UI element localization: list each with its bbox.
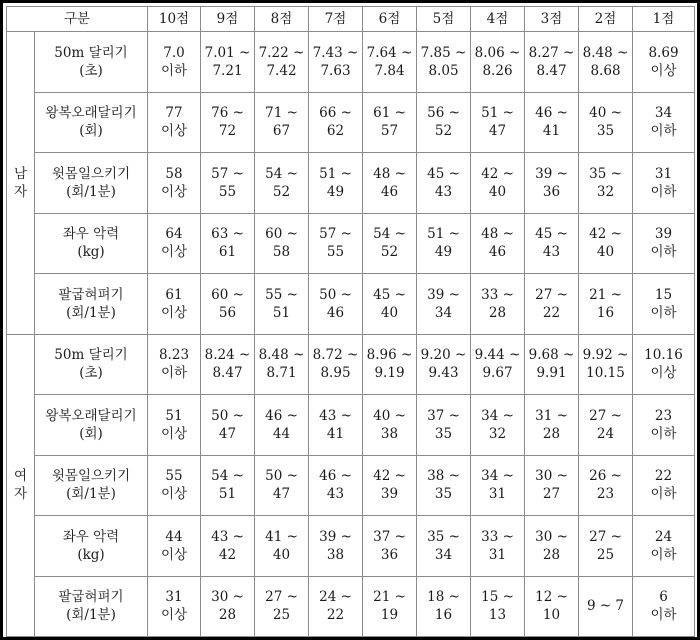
- score-range-cell: 48 ~ 46: [471, 213, 525, 274]
- table-row: [7, 576, 695, 637]
- score-range-cell: 43 ~ 41: [309, 395, 363, 456]
- header-score-cell: 7점: [309, 7, 363, 32]
- event-name-cell: 윗몸일으키기 (회/1분): [35, 153, 148, 214]
- event-name-cell: 50m 달리기 (초): [35, 334, 148, 395]
- table-row: [7, 274, 695, 335]
- score-range-cell: 9.44 ~ 9.67: [471, 334, 525, 395]
- score-range-cell: 50 ~ 47: [201, 395, 255, 456]
- score-range-cell: 7.22 ~ 7.42: [255, 32, 309, 93]
- score-range-cell: 56 ~ 52: [417, 92, 471, 153]
- score-range-cell: 31 이하: [633, 153, 695, 214]
- header-score-cell: 9점: [201, 7, 255, 32]
- score-range-cell: 8.72 ~ 8.95: [309, 334, 363, 395]
- fitness-score-table: [6, 6, 695, 637]
- score-range-cell: 9.68 ~ 9.91: [525, 334, 579, 395]
- score-range-cell: 58 이상: [148, 153, 201, 214]
- score-range-cell: 8.48 ~ 8.68: [579, 32, 633, 93]
- event-name-cell: 왕복오래달리기 (회): [35, 92, 148, 153]
- score-range-cell: 6 이하: [633, 576, 695, 637]
- score-range-cell: 55 이상: [148, 455, 201, 516]
- score-range-cell: 7.85 ~ 8.05: [417, 32, 471, 93]
- score-range-cell: 21 ~ 19: [363, 576, 417, 637]
- table-row: [7, 153, 695, 214]
- event-name-cell: 50m 달리기 (초): [35, 32, 148, 93]
- gender-cell: 여 자: [7, 334, 35, 637]
- score-range-cell: 42 ~ 39: [363, 455, 417, 516]
- score-range-cell: 61 이상: [148, 274, 201, 335]
- score-range-cell: 38 ~ 35: [417, 455, 471, 516]
- score-range-cell: 34 ~ 32: [471, 395, 525, 456]
- score-range-cell: 22 이하: [633, 455, 695, 516]
- score-range-cell: 27 ~ 22: [525, 274, 579, 335]
- header-row: [7, 7, 695, 32]
- score-range-cell: 9.20 ~ 9.43: [417, 334, 471, 395]
- score-range-cell: 24 이하: [633, 516, 695, 577]
- score-range-cell: 43 ~ 42: [201, 516, 255, 577]
- event-name-cell: 팔굽혀펴기 (회/1분): [35, 274, 148, 335]
- score-range-cell: 51 ~ 49: [309, 153, 363, 214]
- header-score-cell: 1점: [633, 7, 695, 32]
- table-row: [7, 395, 695, 456]
- score-range-cell: 34 ~ 31: [471, 455, 525, 516]
- score-range-cell: 51 ~ 47: [471, 92, 525, 153]
- score-range-cell: 9 ~ 7: [579, 576, 633, 637]
- score-range-cell: 54 ~ 52: [255, 153, 309, 214]
- score-range-cell: 46 ~ 43: [309, 455, 363, 516]
- score-range-cell: 51 이상: [148, 395, 201, 456]
- score-range-cell: 37 ~ 35: [417, 395, 471, 456]
- score-range-cell: 30 ~ 28: [201, 576, 255, 637]
- header-score-cell: 3점: [525, 7, 579, 32]
- score-range-cell: 42 ~ 40: [579, 213, 633, 274]
- header-score-cell: 10점: [148, 7, 201, 32]
- gender-cell: 남 자: [7, 32, 35, 335]
- score-range-cell: 35 ~ 34: [417, 516, 471, 577]
- score-range-cell: 12 ~ 10: [525, 576, 579, 637]
- score-range-cell: 50 ~ 46: [309, 274, 363, 335]
- table-row: [7, 213, 695, 274]
- header-score-cell: 6점: [363, 7, 417, 32]
- table-body: [7, 7, 695, 637]
- score-range-cell: 76 ~ 72: [201, 92, 255, 153]
- score-range-cell: 15 이하: [633, 274, 695, 335]
- score-range-cell: 8.06 ~ 8.26: [471, 32, 525, 93]
- score-range-cell: 39 ~ 36: [525, 153, 579, 214]
- score-range-cell: 33 ~ 28: [471, 274, 525, 335]
- score-range-cell: 7.01 ~ 7.21: [201, 32, 255, 93]
- score-range-cell: 41 ~ 40: [255, 516, 309, 577]
- event-name-cell: 팔굽혀펴기 (회/1분): [35, 576, 148, 637]
- score-range-cell: 51 ~ 49: [417, 213, 471, 274]
- score-range-cell: 61 ~ 57: [363, 92, 417, 153]
- score-range-cell: 8.23 이하: [148, 334, 201, 395]
- document-frame: [3, 3, 697, 637]
- score-range-cell: 57 ~ 55: [309, 213, 363, 274]
- score-range-cell: 57 ~ 55: [201, 153, 255, 214]
- score-range-cell: 39 ~ 38: [309, 516, 363, 577]
- score-range-cell: 23 이하: [633, 395, 695, 456]
- score-range-cell: 50 ~ 47: [255, 455, 309, 516]
- score-range-cell: 64 이상: [148, 213, 201, 274]
- score-range-cell: 31 이상: [148, 576, 201, 637]
- score-range-cell: 40 ~ 35: [579, 92, 633, 153]
- score-range-cell: 24 ~ 22: [309, 576, 363, 637]
- score-range-cell: 39 이하: [633, 213, 695, 274]
- score-range-cell: 46 ~ 41: [525, 92, 579, 153]
- score-range-cell: 71 ~ 67: [255, 92, 309, 153]
- header-score-cell: 2점: [579, 7, 633, 32]
- score-range-cell: 10.16 이상: [633, 334, 695, 395]
- score-range-cell: 46 ~ 44: [255, 395, 309, 456]
- header-score-cell: 4점: [471, 7, 525, 32]
- score-range-cell: 27 ~ 24: [579, 395, 633, 456]
- score-range-cell: 45 ~ 40: [363, 274, 417, 335]
- score-range-cell: 26 ~ 23: [579, 455, 633, 516]
- score-range-cell: 8.48 ~ 8.71: [255, 334, 309, 395]
- score-range-cell: 45 ~ 43: [417, 153, 471, 214]
- header-category-cell: 구분: [7, 7, 148, 32]
- score-range-cell: 54 ~ 52: [363, 213, 417, 274]
- score-range-cell: 30 ~ 27: [525, 455, 579, 516]
- score-range-cell: 18 ~ 16: [417, 576, 471, 637]
- score-range-cell: 60 ~ 58: [255, 213, 309, 274]
- score-range-cell: 30 ~ 28: [525, 516, 579, 577]
- score-range-cell: 39 ~ 34: [417, 274, 471, 335]
- event-name-cell: 좌우 악력 (kg): [35, 516, 148, 577]
- score-range-cell: 7.0 이하: [148, 32, 201, 93]
- table-row: [7, 516, 695, 577]
- score-range-cell: 63 ~ 61: [201, 213, 255, 274]
- score-range-cell: 45 ~ 43: [525, 213, 579, 274]
- score-range-cell: 7.64 ~ 7.84: [363, 32, 417, 93]
- score-range-cell: 27 ~ 25: [255, 576, 309, 637]
- score-range-cell: 54 ~ 51: [201, 455, 255, 516]
- score-range-cell: 37 ~ 36: [363, 516, 417, 577]
- score-range-cell: 9.92 ~ 10.15: [579, 334, 633, 395]
- score-range-cell: 55 ~ 51: [255, 274, 309, 335]
- score-range-cell: 34 이하: [633, 92, 695, 153]
- table-row: [7, 92, 695, 153]
- score-range-cell: 27 ~ 25: [579, 516, 633, 577]
- score-range-cell: 60 ~ 56: [201, 274, 255, 335]
- score-range-cell: 8.27 ~ 8.47: [525, 32, 579, 93]
- score-range-cell: 35 ~ 32: [579, 153, 633, 214]
- header-score-cell: 5점: [417, 7, 471, 32]
- score-range-cell: 33 ~ 31: [471, 516, 525, 577]
- table-row: [7, 32, 695, 93]
- table-row: [7, 455, 695, 516]
- event-name-cell: 왕복오래달리기 (회): [35, 395, 148, 456]
- event-name-cell: 윗몸일으키기 (회/1분): [35, 455, 148, 516]
- score-range-cell: 7.43 ~ 7.63: [309, 32, 363, 93]
- score-range-cell: 8.69 이상: [633, 32, 695, 93]
- score-range-cell: 21 ~ 16: [579, 274, 633, 335]
- table-row: [7, 334, 695, 395]
- score-range-cell: 44 이상: [148, 516, 201, 577]
- score-range-cell: 15 ~ 13: [471, 576, 525, 637]
- score-range-cell: 42 ~ 40: [471, 153, 525, 214]
- score-range-cell: 31 ~ 28: [525, 395, 579, 456]
- score-range-cell: 48 ~ 46: [363, 153, 417, 214]
- score-range-cell: 8.24 ~ 8.47: [201, 334, 255, 395]
- score-range-cell: 8.96 ~ 9.19: [363, 334, 417, 395]
- score-range-cell: 66 ~ 62: [309, 92, 363, 153]
- score-range-cell: 77 이상: [148, 92, 201, 153]
- score-range-cell: 40 ~ 38: [363, 395, 417, 456]
- header-score-cell: 8점: [255, 7, 309, 32]
- event-name-cell: 좌우 악력 (kg): [35, 213, 148, 274]
